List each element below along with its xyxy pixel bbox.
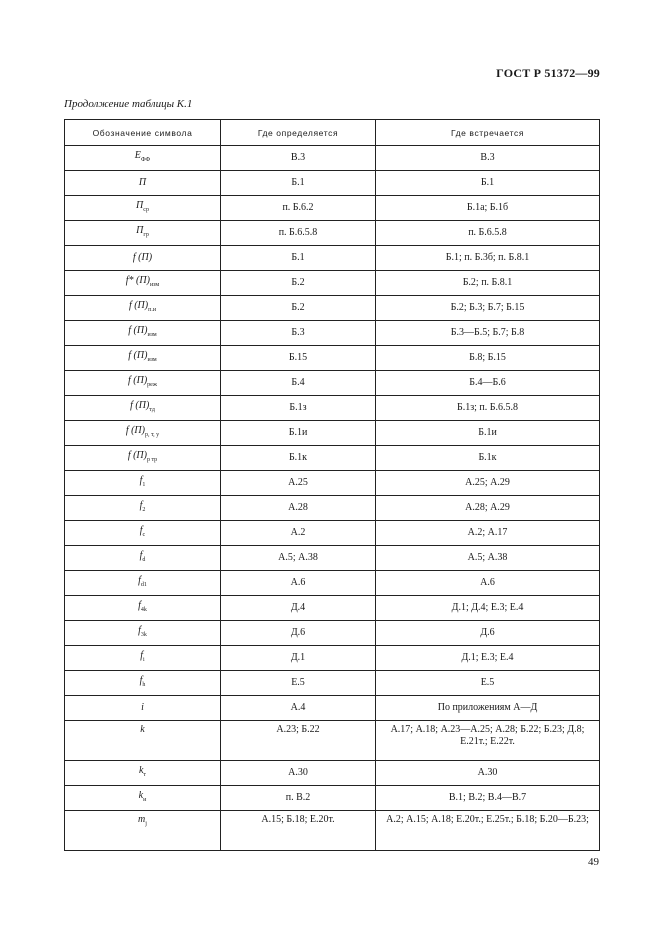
table-row xyxy=(65,221,600,246)
symbol-subscript: 1 xyxy=(142,482,146,488)
symbol-cell xyxy=(65,196,221,221)
column-header-defined: Где определяется xyxy=(221,120,376,146)
occurs-cell: А.28; А.29 xyxy=(376,496,600,521)
symbol-subscript: ср xyxy=(143,207,149,213)
occurs-cell: Д.6 xyxy=(376,621,600,646)
table-row xyxy=(65,296,600,321)
column-header-occurs: Где встречается xyxy=(376,120,600,146)
symbol-main: f xyxy=(138,575,141,586)
table-header-row xyxy=(65,120,600,146)
symbols-table xyxy=(64,119,600,851)
symbol-main: f xyxy=(139,525,143,536)
occurs-cell: А.30 xyxy=(376,761,600,786)
symbol-main: f (П) xyxy=(128,375,148,386)
symbol-cell xyxy=(65,596,221,621)
table-row xyxy=(65,811,600,851)
table-row xyxy=(65,346,600,371)
defined-cell: Б.1з xyxy=(221,396,376,421)
defined-cell: Д.1 xyxy=(221,646,376,671)
defined-cell: Б.2 xyxy=(221,271,376,296)
symbol-main: E xyxy=(134,150,141,161)
table-row xyxy=(65,446,600,471)
symbol-cell xyxy=(65,521,221,546)
symbol-main: k xyxy=(138,790,144,801)
symbol-main: f xyxy=(139,475,143,486)
symbol-subscript: р тр xyxy=(146,457,158,463)
defined-cell: А.23; Б.22 xyxy=(221,721,376,761)
defined-cell: Е.5 xyxy=(221,671,376,696)
defined-cell: А.5; А.38 xyxy=(221,546,376,571)
symbol-cell xyxy=(65,221,221,246)
occurs-cell: Д.1; Е.3; Е.4 xyxy=(376,646,600,671)
symbol-subscript: c xyxy=(142,532,146,538)
symbol-subscript: изм xyxy=(147,357,157,363)
symbol-subscript: реж xyxy=(147,382,157,388)
table-row xyxy=(65,546,600,571)
symbol-main: П xyxy=(136,225,144,236)
symbol-cell xyxy=(65,621,221,646)
symbol-main: f (П) xyxy=(128,325,148,336)
defined-cell: А.2 xyxy=(221,521,376,546)
symbol-subscript: i xyxy=(143,657,145,663)
document-code: ГОСТ Р 51372—99 xyxy=(496,66,600,80)
symbol-subscript: j xyxy=(145,821,147,827)
symbol-subscript: ФФ xyxy=(140,157,151,163)
symbol-cell xyxy=(65,296,221,321)
symbol-subscript: изм xyxy=(147,332,157,338)
defined-cell: А.4 xyxy=(221,696,376,721)
occurs-cell: А.2; А.15; А.18; Е.20т.; Е.25т.; Б.18; Б.20—Б.23; xyxy=(376,811,600,851)
table-row xyxy=(65,621,600,646)
symbol-cell xyxy=(65,721,221,761)
table-row xyxy=(65,146,600,171)
occurs-cell: Б.1а; Б.1б xyxy=(376,196,600,221)
symbol-cell xyxy=(65,246,221,271)
table-row xyxy=(65,371,600,396)
symbol-cell xyxy=(65,646,221,671)
symbol-cell xyxy=(65,271,221,296)
symbol-main: f (П) xyxy=(128,350,148,361)
occurs-cell: Б.2; Б.3; Б.7; Б.15 xyxy=(376,296,600,321)
table-row xyxy=(65,196,600,221)
occurs-cell: А.2; А.17 xyxy=(376,521,600,546)
symbol-cell xyxy=(65,546,221,571)
occurs-cell: Б.3—Б.5; Б.7; Б.8 xyxy=(376,321,600,346)
defined-cell: п. В.2 xyxy=(221,786,376,811)
symbol-cell xyxy=(65,371,221,396)
defined-cell: А.15; Б.18; Е.20т. xyxy=(221,811,376,851)
symbol-cell xyxy=(65,446,221,471)
defined-cell: Б.3 xyxy=(221,321,376,346)
defined-cell: Б.2 xyxy=(221,296,376,321)
table-row xyxy=(65,246,600,271)
defined-cell: А.28 xyxy=(221,496,376,521)
occurs-cell: А.5; А.38 xyxy=(376,546,600,571)
symbol-cell xyxy=(65,346,221,371)
table-row xyxy=(65,396,600,421)
symbol-subscript: 3k xyxy=(140,632,147,638)
symbol-main: f (П) xyxy=(128,300,149,311)
symbol-cell xyxy=(65,786,221,811)
defined-cell: А.30 xyxy=(221,761,376,786)
defined-cell: Б.1и xyxy=(221,421,376,446)
symbol-subscript: п.и xyxy=(148,307,157,313)
table-row xyxy=(65,571,600,596)
page-number: 49 xyxy=(588,856,599,868)
defined-cell: А.25 xyxy=(221,471,376,496)
occurs-cell: Б.1; п. Б.3б; п. Б.8.1 xyxy=(376,246,600,271)
symbol-subscript: d xyxy=(142,557,146,563)
symbol-cell xyxy=(65,496,221,521)
symbol-main: i xyxy=(141,702,144,713)
symbol-cell xyxy=(65,761,221,786)
symbol-subscript: и xyxy=(143,797,147,803)
symbol-subscript: 2 xyxy=(142,507,146,513)
occurs-cell: А.6 xyxy=(376,571,600,596)
symbol-main: f (П) xyxy=(130,400,150,411)
symbol-subscript: р, т, у xyxy=(145,432,160,438)
occurs-cell: А.17; А.18; А.23—А.25; А.28; Б.22; Б.23; Д.8; Е.21т.; Е.22т. xyxy=(376,721,600,761)
table-caption: Продолжение таблицы К.1 xyxy=(64,98,193,110)
symbol-cell xyxy=(65,421,221,446)
symbol-main: f xyxy=(138,600,141,611)
symbol-main: f xyxy=(140,650,144,661)
occurs-cell: В.1; В.2; В.4—В.7 xyxy=(376,786,600,811)
table-row xyxy=(65,321,600,346)
defined-cell: В.3 xyxy=(221,146,376,171)
symbol-main: f xyxy=(138,625,141,636)
defined-cell: п. Б.6.5.8 xyxy=(221,221,376,246)
occurs-cell: п. Б.6.5.8 xyxy=(376,221,600,246)
symbol-main: П xyxy=(138,177,147,188)
table-row xyxy=(65,521,600,546)
symbol-subscript: d1 xyxy=(140,582,147,588)
occurs-cell: По приложениям А—Д xyxy=(376,696,600,721)
symbol-main: k xyxy=(138,765,144,776)
table-row xyxy=(65,721,600,761)
occurs-cell: Д.1; Д.4; Е.3; Е.4 xyxy=(376,596,600,621)
symbol-subscript: h xyxy=(142,682,146,688)
occurs-cell: А.25; А.29 xyxy=(376,471,600,496)
occurs-cell: Б.2; п. Б.8.1 xyxy=(376,271,600,296)
occurs-cell: Б.1з; п. Б.6.5.8 xyxy=(376,396,600,421)
occurs-cell: Б.8; Б.15 xyxy=(376,346,600,371)
occurs-cell: Е.5 xyxy=(376,671,600,696)
table-row xyxy=(65,496,600,521)
defined-cell: А.6 xyxy=(221,571,376,596)
symbol-cell xyxy=(65,571,221,596)
defined-cell: Б.1 xyxy=(221,171,376,196)
symbol-main: f xyxy=(139,550,143,561)
symbol-main: П xyxy=(136,200,144,211)
defined-cell: Б.15 xyxy=(221,346,376,371)
symbol-cell xyxy=(65,696,221,721)
table-row xyxy=(65,171,600,196)
symbol-main: m xyxy=(138,814,146,825)
defined-cell: Д.4 xyxy=(221,596,376,621)
symbol-subscript: гр xyxy=(143,232,149,238)
symbol-cell xyxy=(65,471,221,496)
column-header-symbol: Обозначение символа xyxy=(65,120,221,146)
table-row xyxy=(65,471,600,496)
occurs-cell: В.3 xyxy=(376,146,600,171)
table-row xyxy=(65,421,600,446)
symbol-main: f (П) xyxy=(127,450,147,461)
occurs-cell: Б.1к xyxy=(376,446,600,471)
symbol-subscript: тд xyxy=(149,407,155,413)
symbol-main: f xyxy=(139,675,143,686)
symbol-cell xyxy=(65,321,221,346)
table-row xyxy=(65,786,600,811)
defined-cell: Б.1 xyxy=(221,246,376,271)
symbol-subscript: т xyxy=(143,772,147,778)
table-row xyxy=(65,696,600,721)
table-row xyxy=(65,646,600,671)
defined-cell: п. Б.6.2 xyxy=(221,196,376,221)
table-row xyxy=(65,271,600,296)
symbol-cell xyxy=(65,171,221,196)
symbol-cell xyxy=(65,146,221,171)
symbol-cell xyxy=(65,671,221,696)
table-row xyxy=(65,761,600,786)
table-row xyxy=(65,671,600,696)
occurs-cell: Б.1и xyxy=(376,421,600,446)
symbol-main: k xyxy=(140,724,145,735)
symbol-subscript: 4k xyxy=(140,607,147,613)
defined-cell: Б.4 xyxy=(221,371,376,396)
occurs-cell: Б.4—Б.6 xyxy=(376,371,600,396)
symbol-main: f (П) xyxy=(132,252,153,263)
symbol-cell xyxy=(65,811,221,851)
symbol-main: f xyxy=(139,500,143,511)
symbol-cell xyxy=(65,396,221,421)
occurs-cell: Б.1 xyxy=(376,171,600,196)
symbol-main: f* (П) xyxy=(125,275,150,286)
defined-cell: Б.1к xyxy=(221,446,376,471)
symbol-main: f (П) xyxy=(125,425,145,436)
symbol-subscript: изм xyxy=(149,282,160,288)
defined-cell: Д.6 xyxy=(221,621,376,646)
table-row xyxy=(65,596,600,621)
